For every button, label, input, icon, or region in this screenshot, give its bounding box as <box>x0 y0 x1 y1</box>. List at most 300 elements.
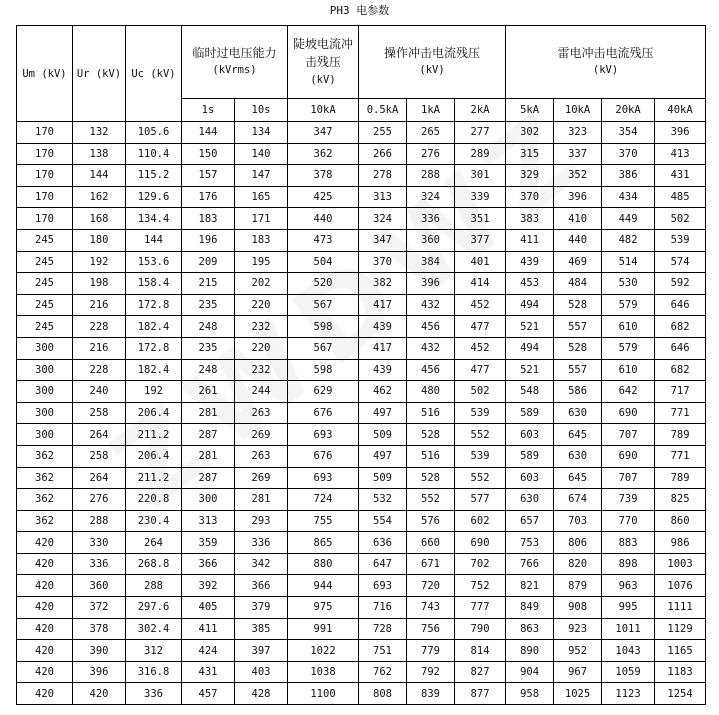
table-cell: 261 <box>182 381 235 403</box>
table-cell: 390 <box>73 640 126 662</box>
table-cell: 171 <box>235 208 288 230</box>
table-cell: 944 <box>288 575 359 597</box>
table-cell: 293 <box>235 510 288 532</box>
table-cell: 557 <box>554 359 602 381</box>
table-cell: 751 <box>359 640 407 662</box>
table-cell: 567 <box>288 337 359 359</box>
table-cell: 351 <box>455 208 506 230</box>
table-cell: 359 <box>182 532 235 554</box>
table-cell: 469 <box>554 251 602 273</box>
header-steep-unit: (kV) <box>310 74 336 86</box>
table-cell: 230.4 <box>126 510 182 532</box>
header-lightning-unit: (kV) <box>592 64 619 76</box>
table-cell: 352 <box>554 165 602 187</box>
subheader-40ka: 40kA <box>655 99 706 122</box>
table-cell: 693 <box>288 424 359 446</box>
table-cell: 630 <box>554 402 602 424</box>
table-cell: 504 <box>288 251 359 273</box>
table-cell: 577 <box>455 489 506 511</box>
table-row <box>17 597 706 619</box>
table-cell: 720 <box>407 575 455 597</box>
table-cell: 808 <box>359 683 407 705</box>
table-cell: 215 <box>182 273 235 295</box>
table-cell: 312 <box>126 640 182 662</box>
table-cell: 975 <box>288 597 359 619</box>
subheader-1s: 1s <box>182 99 235 122</box>
table-cell: 690 <box>602 445 655 467</box>
table-cell: 452 <box>455 294 506 316</box>
table-cell: 528 <box>554 294 602 316</box>
table-row <box>17 143 706 165</box>
table-cell: 880 <box>288 553 359 575</box>
table-cell: 554 <box>359 510 407 532</box>
table-cell: 240 <box>73 381 126 403</box>
subheader-1ka: 1kA <box>407 99 455 122</box>
table-cell: 403 <box>235 661 288 683</box>
table-cell: 115.2 <box>126 165 182 187</box>
table-cell: 539 <box>455 402 506 424</box>
table-cell: 336 <box>407 208 455 230</box>
table-cell: 362 <box>17 489 73 511</box>
table-cell: 420 <box>17 661 73 683</box>
table-cell: 528 <box>407 424 455 446</box>
table-cell: 456 <box>407 316 455 338</box>
table-cell: 630 <box>506 489 554 511</box>
table-cell: 579 <box>602 337 655 359</box>
table-cell: 413 <box>655 143 706 165</box>
table-cell: 671 <box>407 553 455 575</box>
table-cell: 417 <box>359 294 407 316</box>
table-cell: 779 <box>407 640 455 662</box>
table-cell: 770 <box>602 510 655 532</box>
table-cell: 1043 <box>602 640 655 662</box>
table-cell: 610 <box>602 316 655 338</box>
table-cell: 521 <box>506 316 554 338</box>
table-cell: 743 <box>407 597 455 619</box>
table-cell: 502 <box>655 208 706 230</box>
table-cell: 382 <box>359 273 407 295</box>
table-cell: 313 <box>359 186 407 208</box>
table-cell: 370 <box>506 186 554 208</box>
table-row <box>17 618 706 640</box>
table-cell: 457 <box>182 683 235 705</box>
table-cell: 182.4 <box>126 316 182 338</box>
table-cell: 660 <box>407 532 455 554</box>
table-cell: 206.4 <box>126 402 182 424</box>
table-cell: 302 <box>506 122 554 144</box>
table-cell: 324 <box>407 186 455 208</box>
table-cell: 183 <box>235 229 288 251</box>
table-cell: 300 <box>17 337 73 359</box>
document-title: PH3 电参数 <box>329 4 390 17</box>
table-cell: 378 <box>288 165 359 187</box>
table-cell: 420 <box>17 618 73 640</box>
table-cell: 702 <box>455 553 506 575</box>
table-cell: 480 <box>407 381 455 403</box>
table-cell: 278 <box>359 165 407 187</box>
header-steep-current <box>288 26 359 99</box>
table-cell: 183 <box>182 208 235 230</box>
table-cell: 129.6 <box>126 186 182 208</box>
table-cell: 789 <box>655 467 706 489</box>
table-cell: 417 <box>359 337 407 359</box>
table-cell: 347 <box>288 122 359 144</box>
table-cell: 425 <box>288 186 359 208</box>
table-cell: 509 <box>359 424 407 446</box>
table-cell: 967 <box>554 661 602 683</box>
table-row <box>17 532 706 554</box>
table-cell: 771 <box>655 445 706 467</box>
table-cell: 991 <box>288 618 359 640</box>
table-cell: 576 <box>407 510 455 532</box>
table-cell: 385 <box>235 618 288 640</box>
table-cell: 153.6 <box>126 251 182 273</box>
table-cell: 366 <box>235 575 288 597</box>
table-cell: 552 <box>455 467 506 489</box>
table-cell: 629 <box>288 381 359 403</box>
table-cell: 170 <box>17 186 73 208</box>
table-cell: 690 <box>602 402 655 424</box>
table-cell: 288 <box>73 510 126 532</box>
table-cell: 287 <box>182 467 235 489</box>
table-cell: 192 <box>126 381 182 403</box>
table-cell: 336 <box>73 553 126 575</box>
table-cell: 431 <box>655 165 706 187</box>
table-cell: 211.2 <box>126 467 182 489</box>
table-cell: 245 <box>17 229 73 251</box>
table-cell: 814 <box>455 640 506 662</box>
table-cell: 821 <box>506 575 554 597</box>
table-cell: 411 <box>506 229 554 251</box>
table-cell: 396 <box>655 122 706 144</box>
table-cell: 216 <box>73 337 126 359</box>
table-cell: 366 <box>182 553 235 575</box>
table-cell: 1025 <box>554 683 602 705</box>
table-cell: 452 <box>455 337 506 359</box>
table-cell: 158.4 <box>126 273 182 295</box>
table-cell: 216 <box>73 294 126 316</box>
table-cell: 674 <box>554 489 602 511</box>
table-row <box>17 316 706 338</box>
table-cell: 904 <box>506 661 554 683</box>
table-cell: 603 <box>506 424 554 446</box>
table-cell: 1123 <box>602 683 655 705</box>
header-lightning-impulse <box>506 26 706 99</box>
table-cell: 386 <box>602 165 655 187</box>
header-uc: Uc (kV) <box>126 26 182 122</box>
table-cell: 528 <box>554 337 602 359</box>
table-cell: 724 <box>288 489 359 511</box>
table-cell: 497 <box>359 445 407 467</box>
table-cell: 908 <box>554 597 602 619</box>
table-cell: 890 <box>506 640 554 662</box>
table-cell: 362 <box>288 143 359 165</box>
table-cell: 420 <box>17 597 73 619</box>
table-cell: 482 <box>602 229 655 251</box>
table-cell: 302.4 <box>126 618 182 640</box>
table-cell: 176 <box>182 186 235 208</box>
table-cell: 477 <box>455 359 506 381</box>
table-cell: 1022 <box>288 640 359 662</box>
table-row <box>17 661 706 683</box>
table-cell: 300 <box>17 359 73 381</box>
table-row <box>17 251 706 273</box>
table-cell: 589 <box>506 402 554 424</box>
table-cell: 432 <box>407 294 455 316</box>
table-cell: 300 <box>17 424 73 446</box>
table-cell: 453 <box>506 273 554 295</box>
table-cell: 589 <box>506 445 554 467</box>
table-cell: 228 <box>73 316 126 338</box>
table-cell: 235 <box>182 294 235 316</box>
table-cell: 258 <box>73 445 126 467</box>
table-cell: 473 <box>288 229 359 251</box>
table-cell: 377 <box>455 229 506 251</box>
table-cell: 548 <box>506 381 554 403</box>
table-cell: 1254 <box>655 683 706 705</box>
table-cell: 420 <box>17 683 73 705</box>
table-cell: 1038 <box>288 661 359 683</box>
table-cell: 245 <box>17 294 73 316</box>
table-cell: 693 <box>359 575 407 597</box>
table-cell: 360 <box>73 575 126 597</box>
table-cell: 170 <box>17 122 73 144</box>
table-cell: 132 <box>73 122 126 144</box>
table-cell: 157 <box>182 165 235 187</box>
table-cell: 396 <box>407 273 455 295</box>
table-cell: 877 <box>455 683 506 705</box>
table-cell: 586 <box>554 381 602 403</box>
table-cell: 657 <box>506 510 554 532</box>
subheader-20ka: 20kA <box>602 99 655 122</box>
table-cell: 336 <box>235 532 288 554</box>
table-cell: 860 <box>655 510 706 532</box>
table-body <box>17 122 706 705</box>
table-cell: 339 <box>455 186 506 208</box>
table-cell: 396 <box>73 661 126 683</box>
table-cell: 958 <box>506 683 554 705</box>
table-cell: 170 <box>17 143 73 165</box>
table-cell: 420 <box>17 532 73 554</box>
table-cell: 630 <box>554 445 602 467</box>
table-cell: 354 <box>602 122 655 144</box>
table-cell: 1011 <box>602 618 655 640</box>
table-cell: 168 <box>73 208 126 230</box>
table-cell: 898 <box>602 553 655 575</box>
table-cell: 269 <box>235 467 288 489</box>
table-cell: 717 <box>655 381 706 403</box>
table-row <box>17 337 706 359</box>
table-row <box>17 424 706 446</box>
table-cell: 552 <box>407 489 455 511</box>
table-cell: 755 <box>288 510 359 532</box>
table-cell: 342 <box>235 553 288 575</box>
table-cell: 362 <box>17 510 73 532</box>
header-temp-overvoltage-label: 临时过电压能力 <box>192 46 277 60</box>
table-cell: 557 <box>554 316 602 338</box>
table-cell: 789 <box>655 424 706 446</box>
table-cell: 431 <box>182 661 235 683</box>
table-cell: 1003 <box>655 553 706 575</box>
table-cell: 528 <box>407 467 455 489</box>
table-cell: 232 <box>235 359 288 381</box>
table-cell: 300 <box>17 381 73 403</box>
table-cell: 863 <box>506 618 554 640</box>
table-cell: 603 <box>506 467 554 489</box>
table-row <box>17 683 706 705</box>
table-cell: 330 <box>73 532 126 554</box>
table-cell: 182.4 <box>126 359 182 381</box>
table-cell: 134 <box>235 122 288 144</box>
table-cell: 647 <box>359 553 407 575</box>
table-cell: 521 <box>506 359 554 381</box>
table-cell: 378 <box>73 618 126 640</box>
table-cell: 420 <box>73 683 126 705</box>
table-cell: 323 <box>554 122 602 144</box>
table-cell: 682 <box>655 359 706 381</box>
table-row <box>17 186 706 208</box>
table-cell: 1129 <box>655 618 706 640</box>
table-cell: 879 <box>554 575 602 597</box>
table-cell: 288 <box>407 165 455 187</box>
table-row <box>17 294 706 316</box>
table-cell: 147 <box>235 165 288 187</box>
table-cell: 766 <box>506 553 554 575</box>
table-cell: 144 <box>126 229 182 251</box>
table-cell: 420 <box>17 553 73 575</box>
table-cell: 494 <box>506 337 554 359</box>
table-cell: 288 <box>126 575 182 597</box>
table-cell: 532 <box>359 489 407 511</box>
table-cell: 1183 <box>655 661 706 683</box>
subheader-2ka: 2kA <box>455 99 506 122</box>
table-cell: 646 <box>655 294 706 316</box>
table-cell: 195 <box>235 251 288 273</box>
table-cell: 428 <box>235 683 288 705</box>
table-cell: 384 <box>407 251 455 273</box>
table-cell: 211.2 <box>126 424 182 446</box>
table-cell: 790 <box>455 618 506 640</box>
table-row <box>17 489 706 511</box>
table-cell: 963 <box>602 575 655 597</box>
table-cell: 281 <box>235 489 288 511</box>
table-cell: 827 <box>455 661 506 683</box>
table-cell: 739 <box>602 489 655 511</box>
table-cell: 579 <box>602 294 655 316</box>
table-cell: 263 <box>235 445 288 467</box>
table-cell: 690 <box>455 532 506 554</box>
table-cell: 268.8 <box>126 553 182 575</box>
table-row <box>17 640 706 662</box>
table-cell: 516 <box>407 445 455 467</box>
table-cell: 509 <box>359 467 407 489</box>
table-cell: 198 <box>73 273 126 295</box>
table-cell: 456 <box>407 359 455 381</box>
table-cell: 432 <box>407 337 455 359</box>
table-cell: 645 <box>554 424 602 446</box>
table-cell: 516 <box>407 402 455 424</box>
table-cell: 502 <box>455 381 506 403</box>
table-cell: 646 <box>655 337 706 359</box>
table-cell: 514 <box>602 251 655 273</box>
table-cell: 449 <box>602 208 655 230</box>
subheader-5ka: 5kA <box>506 99 554 122</box>
table-cell: 220 <box>235 337 288 359</box>
table-cell: 245 <box>17 251 73 273</box>
table-row <box>17 402 706 424</box>
table-cell: 232 <box>235 316 288 338</box>
table-cell: 264 <box>73 467 126 489</box>
table-cell: 362 <box>17 445 73 467</box>
table-cell: 287 <box>182 424 235 446</box>
table-cell: 497 <box>359 402 407 424</box>
table-cell: 434 <box>602 186 655 208</box>
table-cell: 196 <box>182 229 235 251</box>
table-cell: 645 <box>554 467 602 489</box>
table-row <box>17 467 706 489</box>
table-cell: 264 <box>73 424 126 446</box>
table-cell: 592 <box>655 273 706 295</box>
table-cell: 269 <box>235 424 288 446</box>
table-row <box>17 553 706 575</box>
table-cell: 707 <box>602 467 655 489</box>
table-cell: 315 <box>506 143 554 165</box>
table-cell: 440 <box>288 208 359 230</box>
table-row <box>17 445 706 467</box>
table-cell: 110.4 <box>126 143 182 165</box>
table-cell: 265 <box>407 122 455 144</box>
table-cell: 410 <box>554 208 602 230</box>
table-cell: 707 <box>602 424 655 446</box>
header-switching-label: 操作冲击电流残压 <box>384 46 481 60</box>
table-cell: 134.4 <box>126 208 182 230</box>
table-cell: 258 <box>73 402 126 424</box>
table-cell: 138 <box>73 143 126 165</box>
table-cell: 383 <box>506 208 554 230</box>
subheader-steep-10ka: 10kA <box>288 99 359 122</box>
table-cell: 995 <box>602 597 655 619</box>
table-cell: 397 <box>235 640 288 662</box>
table-cell: 401 <box>455 251 506 273</box>
table-cell: 144 <box>73 165 126 187</box>
table-cell: 362 <box>17 467 73 489</box>
table-cell: 494 <box>506 294 554 316</box>
table-row <box>17 165 706 187</box>
table-cell: 682 <box>655 316 706 338</box>
table-cell: 396 <box>554 186 602 208</box>
table-cell: 324 <box>359 208 407 230</box>
table-cell: 245 <box>17 316 73 338</box>
table-cell: 170 <box>17 208 73 230</box>
table-cell: 420 <box>17 575 73 597</box>
table-cell: 360 <box>407 229 455 251</box>
table-cell: 598 <box>288 316 359 338</box>
table-cell: 316.8 <box>126 661 182 683</box>
subheader-10ka: 10kA <box>554 99 602 122</box>
table-cell: 297.6 <box>126 597 182 619</box>
table-cell: 520 <box>288 273 359 295</box>
table-cell: 530 <box>602 273 655 295</box>
table-cell: 300 <box>182 489 235 511</box>
header-switching-unit: (kV) <box>419 64 445 76</box>
table-cell: 209 <box>182 251 235 273</box>
table-cell: 567 <box>288 294 359 316</box>
table-cell: 105.6 <box>126 122 182 144</box>
table-cell: 144 <box>182 122 235 144</box>
table-cell: 266 <box>359 143 407 165</box>
header-temp-overvoltage <box>182 26 288 99</box>
table-cell: 1165 <box>655 640 706 662</box>
